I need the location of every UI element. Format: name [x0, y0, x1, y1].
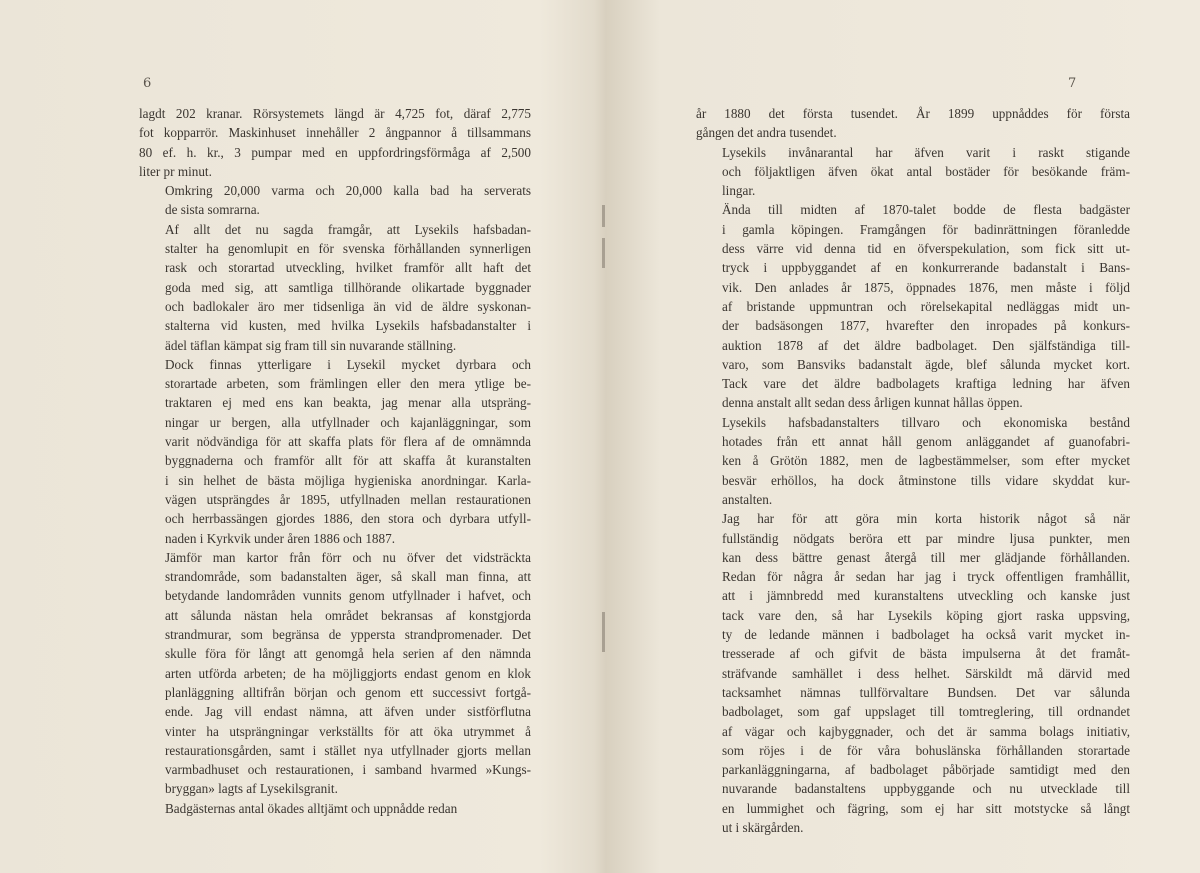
text-line: anstalten. [722, 491, 773, 507]
paragraph [139, 799, 531, 818]
text-line: i gamla köpingen. Framgången för badinrättningen föranledde [722, 221, 1130, 237]
text-line: Af allt det nu sagda framgår, att Lysekils hafsbadan- [165, 221, 531, 237]
paragraph [139, 220, 531, 355]
text-line: ut i skärgården. [722, 819, 804, 835]
text-line: arten utförda arbeten; de ha möjliggjorts endast genom en klok [165, 665, 531, 681]
text-line: ty de ledande männen i badbolaget ha också varit mycket in- [722, 627, 1130, 643]
text-line: och följaktligen äfven ökat antal bostäder för besökande främ- [722, 163, 1130, 179]
text-line: parkanläggningarna, af badbolaget påbörjade samtidigt med den [722, 762, 1130, 778]
text-line: Redan för några år sedan har jag i tryck offentligen framhållit, [722, 569, 1130, 585]
text-line: vinter ha utsprängningar verkställts för att öka utrymmet å [165, 723, 531, 739]
text-line: naden i Kyrkvik under åren 1886 och 1887. [165, 530, 395, 546]
text-line: auktion 1878 af det äldre badbolaget. Den själfständiga till- [722, 337, 1130, 353]
text-line: Tack vare det äldre badbolagets kraftiga ledning har äfven [722, 376, 1130, 392]
paragraph [696, 200, 1130, 412]
text-line: af bristande uppmuntran och rörelsekapital nedläggas midt un- [722, 298, 1130, 314]
text-line: planläggning alltifrån början och genom ett successivt fortgå- [165, 684, 531, 700]
text-line: hotades från ett annat håll genom anläggandet af guanofabri- [722, 434, 1130, 450]
text-line: strandområde, som badanstalten äger, så skall man finna, att [165, 569, 531, 585]
text-line: varo, som Bansviks badanstalt ägde, blef sålunda mycket kort. [722, 356, 1130, 372]
text-line: Ända till midten af 1870-talet bodde de flesta badgäster [722, 202, 1130, 218]
text-line: ningar ur bergen, alla utfyllnader och kajanläggningar, som [165, 414, 531, 430]
text-line: byggnaderna och framför allt för att skaffa åt kuranstalten [165, 453, 531, 469]
text-line: en lummighet och fägring, som ej har sitt motstycke så långt [722, 800, 1130, 816]
text-line: att sålunda nästan hela området bekransas af konstgjorda [165, 607, 531, 623]
text-line: ken å Grötön 1882, men de lagbestämmelser, som efter mycket [722, 453, 1130, 469]
text-line: goda med sig, att samtliga tillhörande olikartade byggnader [165, 279, 531, 295]
text-line: tack vare den, så har Lysekils köping gjort raska uppsving, [722, 607, 1130, 623]
text-line: denna anstalt allt sedan dess årligen kunnat hållas öppen. [722, 395, 1023, 411]
text-line: badbolaget, som gaf uppslaget till tomtreglering, till ordnandet [722, 704, 1130, 720]
text-line: vägen utsprängdes år 1895, utfyllnaden mellan restaurationen [165, 491, 531, 507]
text-line: Badgästernas antal ökades alltjämt och uppnådde redan [165, 800, 458, 816]
text-line: Dock finnas ytterligare i Lysekil mycket dyrbara och [165, 356, 531, 372]
right-page [608, 0, 1200, 873]
text-line: besvär erhöllos, ha dock åtminstone tills vidare skyddat kur- [722, 472, 1130, 488]
text-line: och badlokaler äro mer tidsenliga än vid de äldre syskonan- [165, 298, 531, 314]
paragraph [696, 143, 1130, 201]
text-line: Lysekils hafsbadanstalters tillvaro och ekonomiska bestånd [722, 414, 1130, 430]
text-line: gången det andra tusendet. [696, 125, 837, 141]
text-line: varmbadhuset och restaurationen, i samband hvarmed »Kungs- [165, 762, 531, 778]
text-line: strandmurar, som begränsa de yppersta strandpromenader. Det [165, 627, 531, 643]
text-line: rask och storartad utveckling, hvilket framför allt haft det [165, 260, 531, 276]
text-line: fullständig nödgats beröra ett par mindre ljusa punkter, men [722, 530, 1130, 546]
page-number: 6 [143, 76, 152, 91]
text-line: och herrbassängen gjordes 1886, den stora och dyrbara utfyll- [165, 511, 531, 527]
text-line: lagdt 202 kranar. Rörsystemets längd är 4,725 fot, däraf 2,775 [139, 106, 531, 121]
text-line: Jämför man kartor från förr och nu öfver det vidsträckta [165, 549, 531, 565]
text-line: storartade arbeten, som främlingen eller den mera ytlige be- [165, 376, 531, 392]
text-line: år 1880 det första tusendet. År 1899 uppnåddes för första [696, 106, 1130, 121]
text-line: af vägar och kajbyggnader, och det är samma bolags initiativ, [722, 723, 1130, 739]
paragraph [139, 355, 531, 548]
text-line: tresserade af och gifvit de bästa impulserna åt det framåt- [722, 646, 1130, 662]
text-line: restaurationsgården, samt i stället nya utfyllnader gjorts mellan [165, 742, 531, 758]
page-number: 7 [1068, 76, 1077, 91]
text-line: vik. Den anlades år 1875, öppnades 1876, men måste i följd [722, 279, 1130, 295]
page-body-text [696, 104, 1130, 837]
text-line: Omkring 20,000 varma och 20,000 kalla bad ha serverats [165, 183, 531, 199]
text-line: betydande landområden vunnits genom utfyllnader i hafvet, och [165, 588, 531, 604]
page-body-text [139, 104, 531, 818]
text-line: lingar. [722, 183, 756, 199]
text-line: ädel täflan kämpat sig fram till sin nuvarande ställning. [165, 337, 457, 353]
text-line: liter pr minut. [139, 163, 212, 179]
text-line: der badsäsongen 1877, hvarefter den inropades på konkurs- [722, 318, 1130, 334]
text-line: sträfvande samhället i dess helhet. Särskildt må därvid med [722, 665, 1130, 681]
text-line: kan dess bättre genast återgå till mer glädjande förhållanden. [722, 549, 1130, 565]
text-line: dess värre vid denna tid en öfverspekulation, som fick sitt ut- [722, 241, 1130, 257]
paragraph [139, 548, 531, 799]
paragraph [696, 509, 1130, 837]
text-line: fot kopparrör. Maskinhuset innehåller 2 ångpannor å tillsammans [139, 125, 531, 141]
text-line: ende. Jag vill endast nämna, att äfven under sistförflutna [165, 704, 531, 720]
text-line: stalterna vid kusten, med hvilka Lysekils hafsbadanstalter i [165, 318, 531, 334]
paragraph [139, 181, 531, 220]
text-line: traktaren ej med ens kan beakta, jag menar alla utspräng- [165, 395, 531, 411]
text-line: att i jämnbredd med kuranstaltens utveckling och kanske just [722, 588, 1130, 604]
text-line: i sin helhet de bästa möjliga hygieniska anordningar. Karla- [165, 472, 531, 488]
text-line: bryggan» lagts af Lysekilsgranit. [165, 781, 338, 797]
text-line: nuvarande badanstaltens uppbyggande och nu utvecklade till [722, 781, 1130, 797]
text-line: varit nödvändiga för att skaffa plats för flera af de omnämnda [165, 434, 531, 450]
paragraph [696, 104, 1130, 143]
text-line: Lysekils invånarantal har äfven varit i raskt stigande [722, 144, 1130, 160]
text-line: stalter ha genomlupit en för svenska förhållanden synnerligen [165, 241, 531, 257]
text-line: 80 ef. h. kr., 3 pumpar med en uppfordringsförmåga af 2,500 [139, 144, 531, 160]
paragraph [139, 104, 531, 181]
text-line: de sista somrarna. [165, 202, 260, 218]
text-line: tryck i uppbyggandet af en konkurrerande badanstalt i Bans- [722, 260, 1130, 276]
text-line: som röjes i de för våra bohuslänska förhållanden storartade [722, 742, 1130, 758]
paragraph [696, 413, 1130, 509]
text-line: skulle föra för långt att genomgå hela serien af den nämnda [165, 646, 531, 662]
text-line: Jag har för att göra min korta historik något så när [722, 511, 1130, 527]
text-line: tacksamhet nämnas tullförvaltare Bundsen. Det var sålunda [722, 684, 1130, 700]
